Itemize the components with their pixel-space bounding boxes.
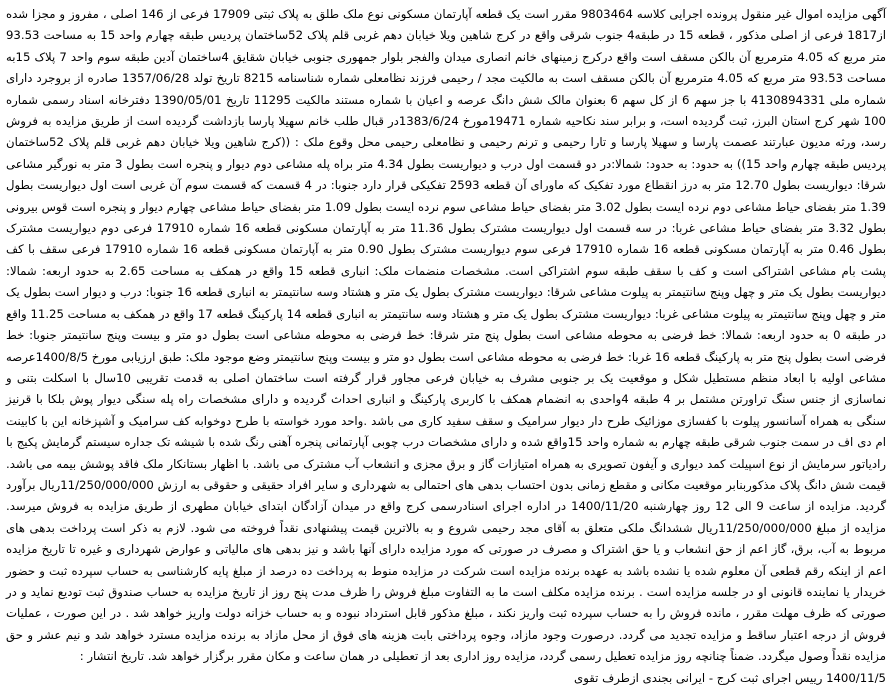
auction-notice [6,4,887,685]
notice-body-text: آگهی مزایده اموال غیر منقول پرونده اجرایی کلاسه 9803464 مقرر است یک قطعه آپارتمان مسکونی نوع ملک طلق به پلاک ثبتی 17909 فرعی از 146 اصلی ، مفروز و مجزا شده از1817 فرعی از اصلی مذکور ، قطعه 15 در طبقه4 جنوب شرقی واقع در کرج شاهین ویلا خیابان دهم غربی قلم پلاک 52ساختمان پردیس طبقه چهارم واحد 15 به مساحت 93.53 متر مربع که 4.05 مترمربع آن بالکن مسقف است واقع درکرج زمینهای خانم انصاری میدان والفجر بلوار جمهوری جنوبی خیابان شقایق 4ساختمان آدین طبقه سوم واحد 7 پلاک 15به مساحت 93.53 متر مربع که 4.05 مترمربع آن بالکن مسقف است به مالکیت مجد / رحیمی فرزند نظامعلی شماره شناسنامه 8215 تاریخ تولد 1357/06/28 صادره از بروجرد دارای شماره ملی 4130894331 با جز سهم 6 از کل سهم 6 بعنوان مالک شش دانگ عرصه و اعیان با شماره مستند مالکیت 11295 تاریخ 1390/05/01 دفترخانه اسناد رسمی شماره 100 شهر کرج استان البرز، ثبت گردیده است، و برابر سند نکاحیه شماره 19471مورخ 1383/6/24در قبال طلب خانم سهیلا پارسا بازداشت گردیده است از طریق مزایده به فروش رسد، ورثه مدیون عبارتند عصمت پارسا و سهیلا پارسا و تارا رحیمی و ترنم رحیمی و نظامعلی رحیمی محل وقوع ملک : ((کرج شاهین ویلا خیابان دهم غربی قلم پلاک 52ساختمان پردیس طبقه چهارم واحد 15)) به حدود: به حدود: شمالا:در دو قسمت اول درب و دیواریست بطول 4.34 متر براه پله مشاعی دوم دیوار و پنجره است بطول 3 متر به نورگیر مشاعی شرقا: دیواریست بطول 12.70 متر به درز انقطاع مورد تفکیک که ماورای آن قطعه 2593 تفکیکی قرار دارد جنوبا: در 4 قسمت که قسمت سوم آن غربی است اول دیواریست بطول 1.39 متر بفضای حیاط مشاعی دوم نرده ایست بطول 3.02 متر بفضای حیاط مشاعی سوم نرده ایست بطول 1.09 متر بفضای حیاط مشاعی چهارم دیوار و پنجره است قوس بیرونی بطول 3.32 متر بفضای حیاط مشاعی غربا: در سه قسمت اول دیواریست مشترک بطول 11.36 متر به آپارتمان مسکونی قطعه 16 شماره 17910 فرعی دوم دیواریست مشترک بطول 0.46 متر به آپارتمان مسکونی قطعه 16 شماره 17910 فرعی سوم دیواریست مشترک بطول 0.90 متر به آپارتمان مسکونی قطعه 16 شماره 17910 فرعی سقف با کف پشت بام مشاعی اشتراکی است و کف با سقف طبقه سوم اشتراکی است. مشخصات منضمات ملک: انباری قطعه 15 واقع در همکف به مساحت 2.65 به حدود اربعه: شمالا: دیواریست بطول یک متر و چهل وپنج سانتیمتر به پیلوت مشاعی شرقا: دیواریست مشترک بطول یک متر و هشتاد وسه سانتیمتر به انباری قطعه 16 جنوبا: درب و دیوار است بطول یک متر و چهل وپنج سانتیمتر به پیلوت مشاعی غربا: دیواریست مشترک بطول یک متر و هشتاد وسه سانتیمتر به انباری قطعه 14 پارکینگ قطعه 17 واقع در همکف به مساحت 11.25 واقع در طبقه 0 به حدود اربعه: شمالا: خط فرضی به محوطه مشاعی است بطول پنج متر شرقا: خط فرضی به محوطه مشاعی است بطول دو متر و بیست وپنج سانتیمتر جنوبا: خط فرضی است بطول پنج متر به پارکینگ قطعه 16 غربا: خط فرضی به محوطه مشاعی است بطول دو متر و بیست وپنج سانتیمتر وضع موجود ملک: طبق ارزیابی مورخ 1400/8/5عرصه مشاعی اولیه با ابعاد منظم مستطیل شکل و موقعیت یک بر جنوبی مشرف به خیابان فرعی مجاور قرار گرفته است ساختمان اصلی به قدمت تقریبی 10سال با اسکلت بتنی و نماسازی از جنس سنگ تراورتن مشتمل بر 4 طبقه 4واحدی به انضمام همکف با کاربری پارکینگ و انباری احداث گردیده و دارای مشخصات راه پله سنگی دیوار پوش بلکا با قرنیز سنگی به همراه آسانسور پیلوت با کفسازی موزائیک طرح دار دیوار سرامیک و سقف سفید کاری می باشد .واحد مورد خواسته با طرح دوخوابه کف سرامیک و آشپزخانه این با کابینت ام دی اف در سمت جنوب شرقی طبقه چهارم به شماره واحد 15واقع شده و دارای مشخصات درب چوبی آپارتمانی پنجره آهنی رنگ شده با شیشه تک جداره سیستم گرمایش پکیج با رادیاتور سرمایش از نوع اسپیلت کمد دیواری و آیفون تصویری به همراه امتیازات گاز و برق مجزی و انشعاب آب مشترک می باشد. با اظهار بستانکار ملک فاقد پوشش بیمه می باشد. قیمت شش دانگ پلاک مذکوربنابر موقعیت مکانی و مقطع زمانی بدون احتساب بدهی های احتمالی به شهرداری و سایر افراد حقیقی و حقوقی به ارزش 11/250/000/000ریال برآورد گردید. مزایده از ساعت 9 الی 12 روز چهارشنبه 1400/11/20 در اداره اجرای اسنادرسمی کرج واقع در میدان آزادگان ابتدای خیابان مطهری از طریق مزایده به فروش میرسد. مزایده از مبلغ 11/250/000/000ریال ششدانگ ملکی متعلق به آقای مجد رحیمی شروع و به بالاترین قیمت پیشنهادی نقداً فروخته می شود. لازم به ذکر است پرداخت بدهی های مربوط به آب، برق، گاز اعم از حق انشعاب و یا حق اشتراک و مصرف در صورتی که مورد مزایده دارای آنها باشد و نیز بدهی های مالیاتی و عوارض شهرداری و غیره تا تاریخ مزایده اعم از اینکه رقم قطعی آن معلوم شده یا نشده باشد به عهده برنده مزایده است شرکت در مزایده منوط به پرداخت ده درصد از مبلغ پایه کارشناسی به حساب سپرده ثبت و حضور خریدار یا نماینده قانونی او در جلسه مزایده است . برنده مزایده مکلف است ما به التفاوت مبلغ فروش را ظرف مدت پنج روز از تاریخ مزایده به حساب صندوق ثبت توديع نمايد و در صورتی که ظرف مهلت مقرر ، مانده فروش را به حساب سپرده ثبت واریز نکند ، مبلغ مذکور قابل استرداد نبوده و به حساب خزانه دولت واریز خواهد شد . در این صورت ، عملیات فروش از درجه اعتبار ساقط و مزایده تجدید می گردد. درصورت وجود مازاد، وجوه پرداختی بابت هزینه های فوق از محل مازاد به برنده مزایده مسترد خواهد شد و نیم عشر و حق مزایده نقداً وصول میگردد. ضمناً چنانچه روز مزایده تعطیل رسمی گردد، مزایده روز اداری بعد از تعطیلی در همان ساعت و مکان مقرر برگزار خواهد شد. تاریخ انتشار : [6,7,887,664]
notice-footer-signature: 1400/11/5 رییس اجرای ثبت کرج - ایرانی بجندی ازطرف تقوی [574,670,886,685]
